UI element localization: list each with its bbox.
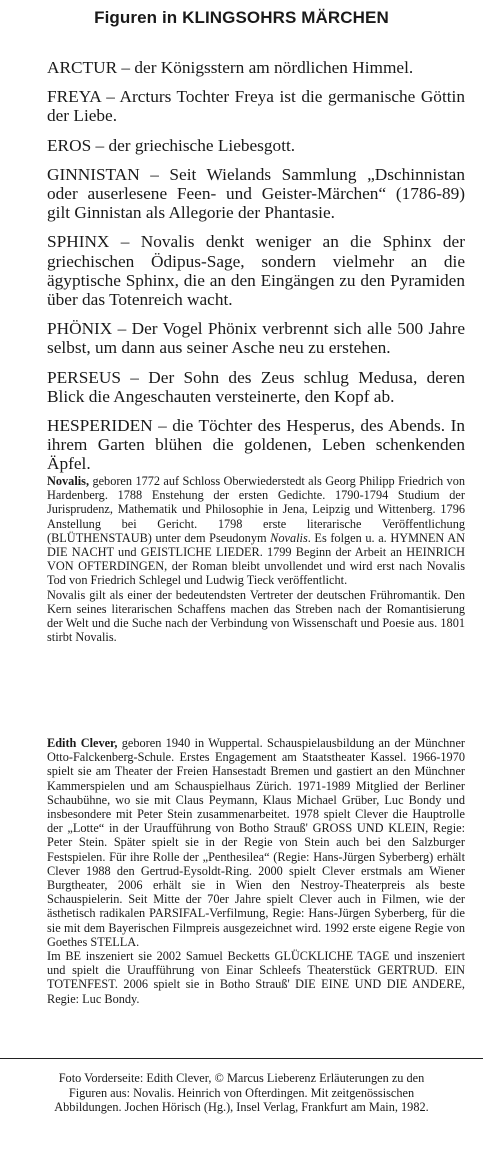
novalis-paragraph-1 (47, 474, 465, 588)
figures-list (47, 58, 465, 484)
clever-name: Edith Clever, (47, 736, 118, 750)
novalis-name: Novalis, (47, 474, 90, 488)
figure-entry-perseus: PERSEUS – Der Sohn des Zeus schlug Medusa, deren Blick die Angeschauten versteinerte, den Kopf ab. (47, 367, 465, 406)
divider (0, 1058, 483, 1059)
novalis-paragraph-2: Novalis gilt als einer der bedeutendsten Vertreter der deutschen Frühromantik. Den Kern seines literarischen Schaffens machen das Streben nach der Romantisierung der Welt und die Suche nach der Verbindung von Wissenschaft und Poesie aus. 1801 stirbt Novalis. (47, 587, 465, 645)
figure-entry-freya: FREYA – Arcturs Tochter Freya ist die germanische Göttin der Liebe. (47, 87, 465, 126)
figure-entry-sphinx: SPHINX – Novalis denkt weniger an die Sphinx der griechischen Ödipus-Sage, sondern vielmehr an die ägyptische Sphinx, die an den Eingängen zu den Pyramiden über das Totenreich wacht. (47, 232, 465, 310)
figure-entry-phoenix: PHÖNIX – Der Vogel Phönix verbrennt sich alle 500 Jahre selbst, um dann aus seiner Asche neu zu erstehen. (47, 319, 465, 358)
clever-text-1: geboren 1940 in Wuppertal. Schauspielausbildung an der Münchner Otto-Falckenberg-Schule. Erstes Engagement am Staatstheater Kassel. 1966-1970 spielt sie am Theater der Freien Hansestadt Bremen und gastiert an den Münchner Kammerspielen und am Schauspielhaus Zürich. 1971-1989 Mitglied der Berliner Schaubühne, wo sie mit Claus Peymann, Klaus Michael Grüber, Luc Bondy und insbesondere mit Peter Stein zusammenarbeitet. 1978 spielt Clever die Hauptrolle der „Lotte“ in der Uraufführung von Botho Strauß' GROSS UND KLEIN, Regie: Peter Stein. Später spielt sie in der Regie von Stein auch bei den Salzburger Festspielen. Für ihre Rolle der „Penthesilea“ (Regie: Hans-Jürgen Syberberg) erhält Clever 1988 den Gertrud-Eysoldt-Ring. 2000 spielt Clever erstmals am Wiener Burgtheater, 2006 erhält sie in Wien den Nestroy-Theaterpreis als beste Schauspielerin. Seit Mitte der 70er Jahre spielt Clever auch in Filmen, wie der ästhetisch radikalen PARSIFAL-Verfilmung, Regie: Hans-Jürgen Syberberg, für die sie mit dem Bayerischen Filmpreis ausgezeichnet wird. 1992 erste eigene Regie von Goethes STELLA. (47, 736, 466, 949)
novalis-text-1: geboren 1772 auf Schloss Oberwiederstedt als Georg Philipp Friedrich von Hardenberg. 1788 Enstehung der ersten Gedichte. 1790-1794 Studium der Jurisprudenz, Mathematik und Philosophie in Jena, Leipzig und Wittenberg. 1796 Anstellung bei Gericht. 1798 erste literarische Veröffentlichung (BLÜTHENSTAUB) unter dem Pseudonym (47, 474, 465, 545)
figure-entry-ginnistan: GINNISTAN – Seit Wielands Sammlung „Dschinnistan oder auserlesene Feen- und Geister-Märchen“ (1786-89) gilt Ginnistan als Allegorie der Phantasie. (47, 164, 465, 223)
credits: Foto Vorderseite: Edith Clever, © Marcus Lieberenz Erläuterungen zu den Figuren aus: Novalis. Heinrich von Ofterdingen. Mit zeitgenössischen Abbildungen. Jochen Hörisch (Hg.), Insel Verlag, Frankfurt am Main, 1982. (54, 1071, 429, 1115)
novalis-pseudonym: Novalis (270, 530, 308, 545)
novalis-text-2: . Es folgen u. a. HYMNEN AN DIE NACHT und GEISTLICHE LIEDER. 1799 Beginn der Arbeit an HEINRICH VON OFTERDINGEN, der Roman bleibt unvollendet und wird erst nach Novalis Tod von Friedrich Schlegel und Ludwig Tieck veröffentlicht. (47, 530, 465, 588)
page-title: Figuren in KLINGSOHRS MÄRCHEN (94, 8, 389, 27)
clever-biography (47, 736, 465, 1006)
clever-paragraph-2: Im BE inszeniert sie 2002 Samuel Becketts GLÜCKLICHE TAGE und inszeniert und spielt die Uraufführung von Einar Schleefs Theaterstück GERTRUD. EIN TOTENFEST. 2006 spielt sie in Botho Strauß' DIE EINE UND DIE ANDERE, Regie: Luc Bondy. (47, 949, 465, 1006)
figure-entry-eros: EROS – der griechische Liebesgott. (47, 135, 296, 155)
clever-paragraph-1 (47, 736, 465, 949)
figure-entry-arctur: ARCTUR – der Königsstern am nördlichen Himmel. (47, 58, 414, 77)
novalis-biography (47, 474, 465, 644)
figure-entry-hesperiden: HESPERIDEN – die Töchter des Hesperus, des Abends. In ihrem Garten blühen die goldenen, Leben schenkenden Äpfel. (47, 416, 465, 474)
